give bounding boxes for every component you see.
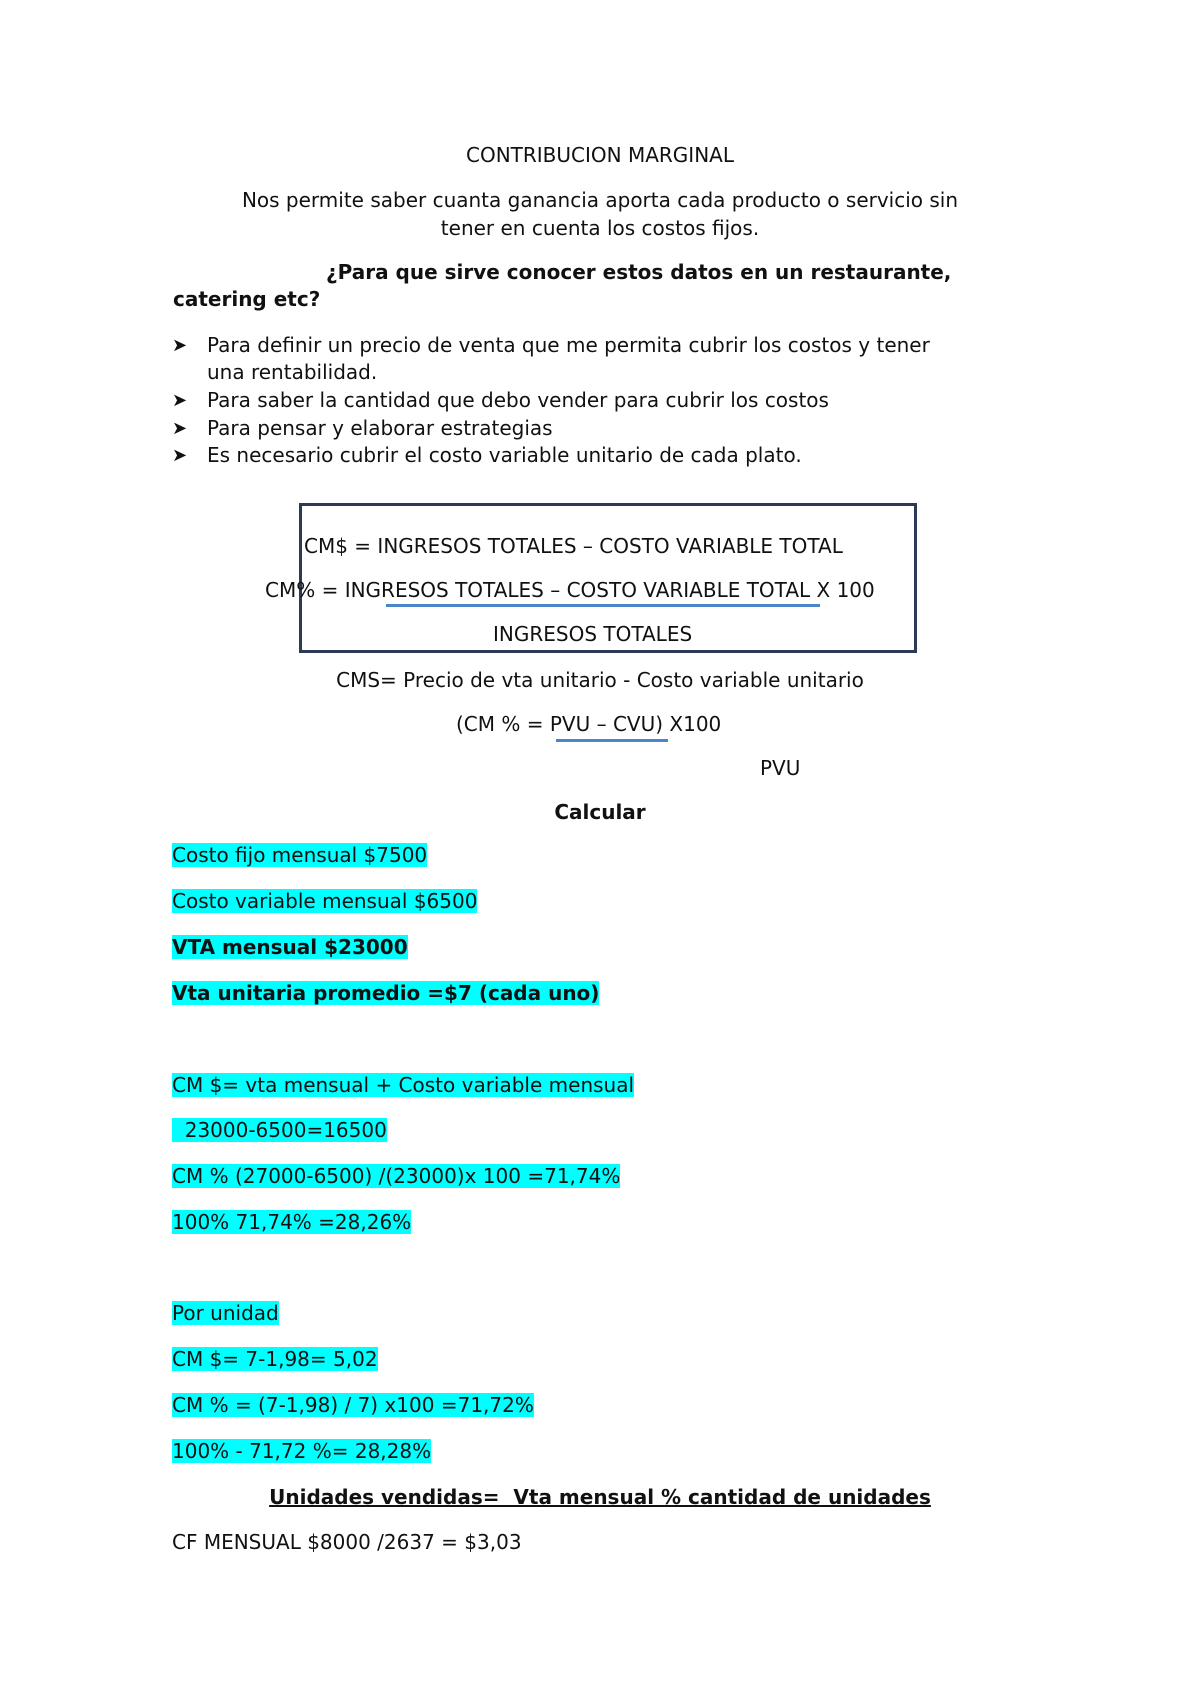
cms-formula: CMS= Precio de vta unitario - Costo variable unitario bbox=[336, 668, 864, 692]
highlighted-text: 100% - 71,72 %= 28,28% bbox=[172, 1439, 432, 1463]
highlighted-text: Costo variable mensual $6500 bbox=[172, 889, 478, 913]
cm-dollar-calc-line bbox=[172, 1073, 634, 1097]
bullet-text: Para definir un precio de venta que me permita cubrir los costos y tener bbox=[207, 333, 930, 357]
cf-mensual-line: CF MENSUAL $8000 /2637 = $3,03 bbox=[172, 1530, 522, 1554]
highlighted-text: Por unidad bbox=[172, 1301, 279, 1325]
remainder-line bbox=[172, 1210, 411, 1234]
cm-pct-formula: CM% = INGRESOS TOTALES – COSTO VARIABLE TOTAL X 100 bbox=[265, 578, 875, 602]
arrowhead-bullet-icon: ➤ bbox=[172, 335, 188, 356]
por-unidad-cm-dollar bbox=[172, 1347, 378, 1371]
cm-dollar-result-line bbox=[172, 1118, 387, 1142]
bullet-text: Es necesario cubrir el costo variable unitario de cada plato. bbox=[207, 443, 802, 467]
arrowhead-bullet-icon: ➤ bbox=[172, 418, 188, 439]
por-unidad-cm-pct bbox=[172, 1393, 534, 1417]
arrowhead-bullet-icon: ➤ bbox=[172, 390, 188, 411]
question-line-2: catering etc? bbox=[173, 287, 321, 311]
calcular-heading: Calcular bbox=[554, 800, 646, 824]
fraction-bar bbox=[556, 739, 668, 742]
costo-variable-line bbox=[172, 889, 477, 913]
unidades-heading: Unidades vendidas= Vta mensual % cantidad de unidades bbox=[269, 1485, 931, 1509]
cm-dollar-formula: CM$ = INGRESOS TOTALES – COSTO VARIABLE TOTAL bbox=[304, 534, 843, 558]
highlighted-text: Costo fijo mensual $7500 bbox=[172, 843, 428, 867]
highlighted-text: CM $= 7-1,98= 5,02 bbox=[172, 1347, 378, 1371]
cm-pct-denominator: INGRESOS TOTALES bbox=[493, 622, 693, 646]
por-unidad-heading bbox=[172, 1301, 279, 1325]
highlighted-text: VTA mensual $23000 bbox=[172, 935, 408, 959]
bullet-text: Para pensar y elaborar estrategias bbox=[207, 416, 553, 440]
pvu-denominator: PVU bbox=[760, 756, 801, 780]
highlighted-text: 100% 71,74% =28,26% bbox=[172, 1210, 412, 1234]
question-line-1: ¿Para que sirve conocer estos datos en un restaurante, bbox=[326, 260, 952, 284]
vta-unitaria-line bbox=[172, 981, 599, 1005]
bullet-text: Para saber la cantidad que debo vender para cubrir los costos bbox=[207, 388, 829, 412]
vta-mensual-line bbox=[172, 935, 408, 959]
intro-line-1: Nos permite saber cuanta ganancia aporta cada producto o servicio sin bbox=[241, 188, 959, 212]
fraction-bar bbox=[386, 604, 820, 607]
page-title: CONTRIBUCION MARGINAL bbox=[466, 143, 734, 167]
costo-fijo-line bbox=[172, 843, 427, 867]
cm-pvu-formula: (CM % = PVU – CVU) X100 bbox=[456, 712, 722, 736]
highlighted-text: CM $= vta mensual + Costo variable mensual bbox=[172, 1073, 635, 1097]
highlighted-text: CM % = (7-1,98) / 7) x100 =71,72% bbox=[172, 1393, 534, 1417]
arrowhead-bullet-icon: ➤ bbox=[172, 445, 188, 466]
highlighted-text: Vta unitaria promedio =$7 (cada uno) bbox=[172, 981, 600, 1005]
highlighted-text: 23000-6500=16500 bbox=[172, 1118, 387, 1142]
cm-pct-result-line bbox=[172, 1164, 620, 1188]
highlighted-text: CM % (27000-6500) /(23000)x 100 =71,74% bbox=[172, 1164, 621, 1188]
intro-line-2: tener en cuenta los costos fijos. bbox=[440, 216, 760, 240]
por-unidad-remainder bbox=[172, 1439, 431, 1463]
bullet-text: una rentabilidad. bbox=[207, 360, 378, 384]
